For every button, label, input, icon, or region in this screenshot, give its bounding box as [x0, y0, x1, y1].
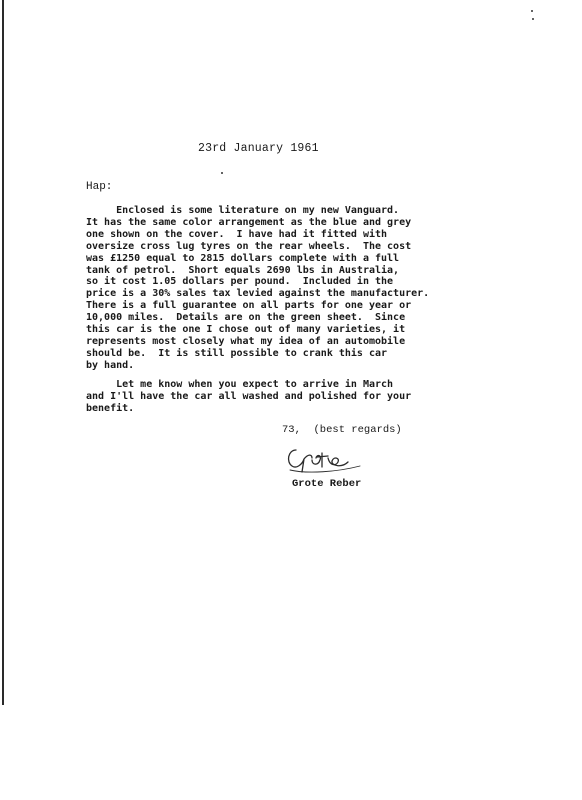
scan-speck: [532, 18, 534, 20]
letter-closing: 73, (best regards): [282, 424, 402, 436]
letter-paragraph-1: Enclosed is some literature on my new Vanguard. It has the same color arrangement as the blue and grey one shown on the cover. I have had it fitted with oversize cross lug tyres on the rear wheels. The cost was £1250 equal to 2815 dollars complete with a full tank of petrol. Short equals 2690 lbs in Australia, so it cost 1.05 dollars per pound. Included in the price is a 30% sales tax levied against the manufacturer. There is a full guarantee on all parts for one year or 10,000 miles. Details are on the green sheet. Since this car is the one I chose out of many varieties, it represents most closely what my idea of an automobile should be. It is still possible to crank this car by hand.: [86, 205, 430, 371]
page-left-edge: [2, 0, 4, 705]
handwritten-signature: [282, 440, 372, 478]
signature-name: Grote Reber: [292, 478, 362, 490]
letter-paragraph-2: Let me know when you expect to arrive in March and I'll have the car all washed and polished for your benefit.: [86, 379, 412, 414]
scan-speck: [531, 10, 533, 12]
letter-date: 23rd January 1961: [198, 142, 319, 155]
letter-salutation: Hap:: [86, 181, 113, 193]
scan-speck: [221, 172, 223, 174]
